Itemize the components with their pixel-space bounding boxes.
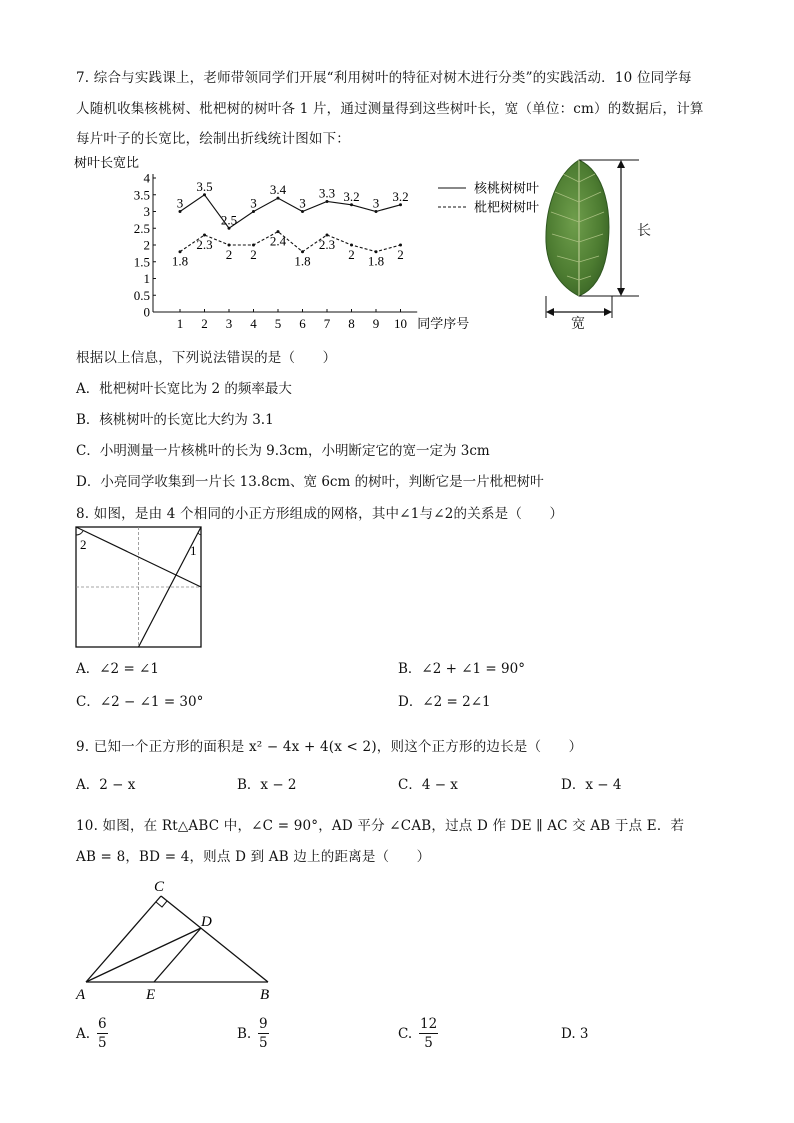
x-tick-label: 2 [201,316,208,331]
angle-1-label: 1 [190,543,197,558]
legend-label: 枇杷树树叶 [474,199,540,215]
y-tick-label: 3.5 [133,187,150,203]
q8-option-b: B．∠2 + ∠1 = 90° [398,661,525,677]
point-d-label: D [201,914,212,930]
q7-option-c: C．小明测量一片核桃叶的长为 9.3cm，小明断定它的宽一定为 3cm [76,443,490,459]
q10-stem-line1: 10. 如图，在 Rt△ABC 中，∠C = 90°，AD 平分 ∠CAB，过点 D 作 DE ∥ AC 交 AB 于点 E．若 [76,818,685,834]
y-axis-label: 树叶长宽比 [74,155,140,170]
q7-stem-line2: 人随机收集核桃树、枇杷树的树叶各 1 片，通过测量得到这些树叶长，宽（单位：cm）的数据后，计算 [76,101,704,117]
q9-option-b: B．x − 2 [237,777,297,793]
q9-option-a: A．2 − x [76,777,136,793]
walnut-data-label: 3.4 [269,182,287,198]
y-tick-label: 3 [143,204,150,219]
x-axis-label: 同学序号 [417,316,470,331]
walnut-series-line [180,195,401,229]
walnut-data-label: 3 [372,195,380,211]
leaf-width-label: 宽 [571,316,586,332]
loquat-data-label: 2 [348,247,355,262]
x-tick-label: 5 [274,316,282,331]
x-tick-label: 4 [250,316,257,331]
walnut-data-label: 3 [299,195,306,211]
x-tick-label: 9 [372,316,380,331]
walnut-data-label: 3.5 [196,178,213,194]
walnut-data-label: 3.3 [318,185,336,201]
q7-stem-line3: 每片叶子的长宽比，绘制出折线统计图如下： [76,131,350,147]
angle-2-label: 2 [80,537,87,552]
y-tick-label: 2 [143,237,150,253]
walnut-data-label: 2.5 [220,212,238,228]
q9-stem: 9. 已知一个正方形的面积是 x² − 4x + 4(x < 2)，则这个正方形的边长是（ ） [76,739,583,755]
walnut-data-label: 3 [176,195,184,211]
x-tick-label: 1 [176,316,184,331]
point-e-label: E [146,987,156,1003]
y-tick-label: 2.5 [133,220,150,236]
loquat-data-label: 1.8 [171,253,189,269]
loquat-data-label: 2 [250,247,257,262]
q10-stem-line2: AB = 8，BD = 4，则点 D 到 AB 边上的距离是（ ） [76,849,431,865]
x-tick-label: 6 [299,316,306,331]
walnut-data-label: 3.2 [343,188,360,204]
q8-option-a: A．∠2 = ∠1 [76,661,159,677]
y-tick-label: 0 [143,304,150,320]
q10-option-a-fraction: $\frac{6}{5}$ [98,1016,107,1051]
y-tick-label: 1 [143,271,150,286]
q10-option-c-fraction: $\frac{12}{5}$ [420,1016,438,1051]
q9-option-d: D．x − 4 [561,777,622,793]
y-tick-label: 4 [143,170,150,186]
q10-option-b-fraction: $\frac{9}{5}$ [259,1016,268,1051]
leaf-length-label: 长 [637,223,652,239]
leaf-icon [546,160,609,296]
q8-grid-figure [74,525,206,651]
y-tick-label: 0.5 [133,287,150,303]
loquat-data-label: 2 [397,247,404,262]
x-tick-label: 10 [394,316,407,331]
q7-option-a: A．枇杷树叶长宽比为 2 的频率最大 [76,381,292,397]
x-tick-label: 3 [225,316,233,331]
walnut-data-label: 3 [250,195,257,211]
q7-stem-line1: 7. 综合与实践课上，老师带领同学们开展“利用树叶的特征对树木进行分类”的实践活动．10 位同学每 [76,70,692,86]
q7-option-d: D．小亮同学收集到一片长 13.8cm、宽 6cm 的树叶，判断它是一片枇杷树叶 [76,474,544,490]
y-tick-label: 1.5 [133,254,150,270]
q9-option-c: C．4 − x [398,777,458,793]
loquat-data-label: 2.3 [318,236,336,252]
point-a-label: A [76,987,86,1003]
loquat-data-label: 2 [225,247,233,262]
q7-option-b: B．核桃树叶的长宽比大约为 3.1 [76,412,274,428]
x-tick-label: 7 [323,316,331,331]
point-b-label: B [260,987,270,1003]
leaf-figure [535,152,665,332]
loquat-data-label: 1.8 [367,253,385,269]
walnut-data-label: 3.2 [392,188,409,204]
q10-option-b-label: B. [237,1026,252,1042]
loquat-series-line [180,232,401,252]
q8-option-c: C．∠2 − ∠1 = 30° [76,694,204,710]
loquat-data-label: 2.4 [269,233,287,249]
point-c-label: C [154,879,165,895]
legend-label: 核桃树树叶 [474,180,540,196]
q10-option-a-label: A. [76,1026,91,1042]
loquat-data-label: 2.3 [196,236,213,252]
loquat-data-label: 1.8 [294,253,311,269]
x-tick-label: 8 [348,316,355,331]
q8-stem: 8. 如图，是由 4 个相同的小正方形组成的网格，其中∠1与∠2的关系是（ ） [76,506,564,522]
q8-option-d: D．∠2 = 2∠1 [398,694,491,710]
line-chart [66,150,556,340]
q7-question: 根据以上信息，下列说法错误的是（ ） [76,350,337,366]
q10-option-c-label: C. [398,1026,413,1042]
q10-option-d: D. 3 [561,1026,589,1042]
q10-triangle-figure [68,872,288,1006]
